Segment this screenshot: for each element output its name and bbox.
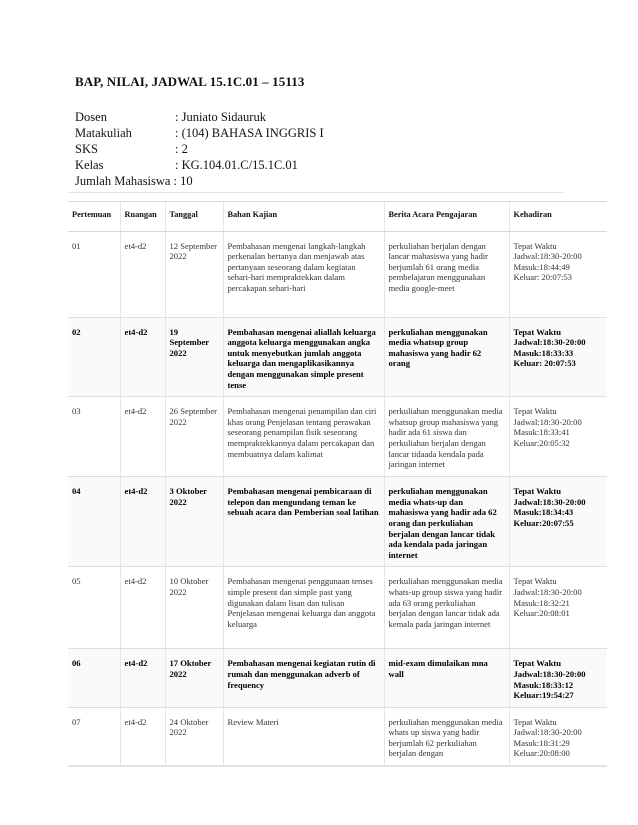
cell-bahan-kajian: Pembahasan mengenai aliallah keluarga anggota keluarga menggunakan angka untuk menyebutkan jumlah anggota keluarga dan mengaplikasikannya dengan menggunakan simple present tense bbox=[223, 317, 384, 397]
meta-row-jumlah bbox=[75, 173, 324, 189]
kehadiran-line: Keluar:20:08:01 bbox=[513, 608, 570, 619]
cell-berita-acara: mid-exam dimulaikan mna wall bbox=[384, 649, 509, 707]
cell-pertemuan: 05 bbox=[68, 567, 120, 649]
kehadiran-line: Tepat Waktu bbox=[513, 658, 562, 669]
table-row bbox=[68, 317, 607, 397]
header-kehadiran: Kehadiran bbox=[509, 202, 607, 232]
kehadiran-line: Tepat Waktu bbox=[513, 326, 562, 337]
cell-kehadiran bbox=[509, 477, 607, 567]
cell-berita-acara: perkuliahan menggunakan media whatsup group mahasiswa yang hadir 62 orang bbox=[384, 317, 509, 397]
kehadiran-line: Tepat Waktu bbox=[513, 716, 557, 727]
table-row bbox=[68, 397, 607, 477]
table-row bbox=[68, 477, 607, 567]
meta-row-kelas bbox=[75, 157, 324, 173]
cell-ruangan: et4-d2 bbox=[120, 317, 165, 397]
kehadiran-line: Keluar:20:08:00 bbox=[513, 748, 570, 759]
header-pertemuan: Pertemuan bbox=[68, 202, 120, 232]
cell-pertemuan: 06 bbox=[68, 649, 120, 707]
cell-bahan-kajian: Pembahasan mengenai kegiatan rutin di rumah dan menggunakan adverb of frequency bbox=[223, 649, 384, 707]
meta-label: Dosen bbox=[75, 110, 107, 124]
cell-ruangan: et4-d2 bbox=[120, 397, 165, 477]
kehadiran-line: Keluar: 20:07:53 bbox=[513, 358, 576, 369]
kehadiran-line: Jadwal:18:30-20:00 bbox=[513, 251, 582, 262]
cell-pertemuan: 07 bbox=[68, 707, 120, 766]
cell-tanggal: 24 Oktober 2022 bbox=[165, 707, 223, 766]
header-berita-acara: Berita Acara Pengajaran bbox=[384, 202, 509, 232]
meta-value: : KG.104.01.C/15.1C.01 bbox=[175, 158, 298, 172]
cell-pertemuan: 02 bbox=[68, 317, 120, 397]
table-row bbox=[68, 567, 607, 649]
kehadiran-line: Keluar:20:07:55 bbox=[513, 517, 574, 528]
cell-bahan-kajian: Review Materi bbox=[223, 707, 384, 766]
cell-kehadiran bbox=[509, 397, 607, 477]
kehadiran-line: Tepat Waktu bbox=[513, 576, 557, 587]
kehadiran-line: Masuk:18:34:43 bbox=[513, 507, 574, 518]
meta-label: Matakuliah bbox=[75, 126, 132, 140]
cell-kehadiran bbox=[509, 567, 607, 649]
kehadiran-line: Masuk:18:32:21 bbox=[513, 597, 570, 608]
kehadiran-line: Masuk:18:33:12 bbox=[513, 679, 574, 690]
cell-pertemuan: 03 bbox=[68, 397, 120, 477]
cell-ruangan: et4-d2 bbox=[120, 567, 165, 649]
cell-berita-acara: perkuliahan menggunakan media whats up siswa yang hadir berjumlah 62 perkuliahan berjalan dengan bbox=[384, 707, 509, 766]
table-row bbox=[68, 649, 607, 707]
cell-berita-acara: perkuliahan menggunakan media whats-up group siswa yang hadir ada 63 orang perkuliahan berjalan dengan lancar tidak ada kemala pada jaringan internet bbox=[384, 567, 509, 649]
meta-row-sks bbox=[75, 141, 324, 157]
table-header-row bbox=[68, 202, 607, 232]
cell-ruangan: et4-d2 bbox=[120, 707, 165, 766]
kehadiran-line: Masuk:18:44:49 bbox=[513, 261, 570, 272]
cell-pertemuan: 01 bbox=[68, 231, 120, 317]
cell-bahan-kajian: Pembahasan mengenai langkah-langkah perkenalan bertanya dan menjawab atas pertanyaan seseorang dalam kegiatan sehari-hari mempraktekkan dalam percakapan sehari-hari bbox=[223, 231, 384, 317]
course-info bbox=[75, 109, 324, 189]
cell-bahan-kajian: Pembahasan mengenai penampilan dan ciri khas orang Penjelasan tentang perawakan seseorang penampilan fisik seseorang mempraktekkannya dalam percakapan dan membuatnya dalam kalimat bbox=[223, 397, 384, 477]
cell-pertemuan: 04 bbox=[68, 477, 120, 567]
meta-value: : 10 bbox=[173, 174, 193, 188]
meta-value: : 2 bbox=[175, 142, 188, 156]
kehadiran-line: Jadwal:18:30-20:00 bbox=[513, 496, 586, 507]
cell-tanggal: 26 September 2022 bbox=[165, 397, 223, 477]
cell-ruangan: et4-d2 bbox=[120, 231, 165, 317]
kehadiran-line: Jadwal:18:30-20:00 bbox=[513, 668, 586, 679]
cell-kehadiran bbox=[509, 707, 607, 766]
cell-tanggal: 19 September 2022 bbox=[165, 317, 223, 397]
cell-tanggal: 10 Oktober 2022 bbox=[165, 567, 223, 649]
header-tanggal: Tanggal bbox=[165, 202, 223, 232]
kehadiran-line: Keluar:20:05:32 bbox=[513, 437, 570, 448]
kehadiran-line: Tepat Waktu bbox=[513, 486, 562, 497]
table-row bbox=[68, 707, 607, 766]
cell-berita-acara: perkuliahan menggunakan media whats-up dan mahasiswa yang hadir ada 62 orang dan perkuliahan berjalan dengan lancar tidak ada kendala pada jaringan internet bbox=[384, 477, 509, 567]
cell-kehadiran bbox=[509, 231, 607, 317]
kehadiran-line: Masuk:18:33:33 bbox=[513, 347, 574, 358]
kehadiran-line: Tepat Waktu bbox=[513, 406, 557, 417]
meta-label: Kelas bbox=[75, 158, 104, 172]
kehadiran-line: Masuk:18:33:41 bbox=[513, 427, 570, 438]
header-bahan-kajian: Bahan Kajian bbox=[223, 202, 384, 232]
cell-berita-acara: perkuliahan menggunakan media whatsup group mahasiswa yang hadir ada 61 siswa dan perkuliahan berjalan dengan lancar tidaada kendala pada jaringan internet bbox=[384, 397, 509, 477]
cell-berita-acara: perkuliahan berjalan dengan lancar mahasiswa yang hadir berjumlah 61 orang media pembelajaran menggunakan media google-meet bbox=[384, 231, 509, 317]
document-title: BAP, NILAI, JADWAL 15.1C.01 – 15113 bbox=[75, 74, 305, 89]
kehadiran-line: Jadwal:18:30-20:00 bbox=[513, 586, 582, 597]
cell-ruangan: et4-d2 bbox=[120, 477, 165, 567]
cell-bahan-kajian: Pembahasan mengenai penggunaan tenses simple present dan simple past yang digunakan dalam lisan dan tulisan Penjelasan mengenai keluarga dan anggota keluarga bbox=[223, 567, 384, 649]
kehadiran-line: Jadwal:18:30-20:00 bbox=[513, 416, 582, 427]
kehadiran-line: Jadwal:18:30-20:00 bbox=[513, 337, 586, 348]
cell-ruangan: et4-d2 bbox=[120, 649, 165, 707]
meta-row-matakuliah bbox=[75, 125, 324, 141]
cell-kehadiran bbox=[509, 317, 607, 397]
kehadiran-line: Masuk:18:31:29 bbox=[513, 737, 570, 748]
divider bbox=[68, 192, 564, 193]
schedule-table bbox=[68, 201, 607, 767]
meta-value: : Juniato Sidauruk bbox=[175, 110, 266, 124]
cell-tanggal: 12 September 2022 bbox=[165, 231, 223, 317]
kehadiran-line: Tepat Waktu bbox=[513, 240, 557, 251]
meta-row-dosen bbox=[75, 109, 324, 125]
cell-bahan-kajian: Pembahasan mengenai pembicaraan di telepon dan mengundang teman ke sebuah acara dan Pemberian soal latihan bbox=[223, 477, 384, 567]
meta-label: SKS bbox=[75, 142, 98, 156]
meta-value: : (104) BAHASA INGGRIS I bbox=[175, 126, 324, 140]
cell-tanggal: 3 Oktober 2022 bbox=[165, 477, 223, 567]
kehadiran-line: Jadwal:18:30-20:00 bbox=[513, 727, 582, 738]
table-row bbox=[68, 231, 607, 317]
cell-kehadiran bbox=[509, 649, 607, 707]
meta-label: Jumlah Mahasiswa bbox=[75, 174, 171, 188]
kehadiran-line: Keluar:19:54:27 bbox=[513, 690, 574, 701]
cell-tanggal: 17 Oktober 2022 bbox=[165, 649, 223, 707]
header-ruangan: Ruangan bbox=[120, 202, 165, 232]
kehadiran-line: Keluar: 20:07:53 bbox=[513, 272, 572, 283]
table-body bbox=[68, 231, 607, 766]
